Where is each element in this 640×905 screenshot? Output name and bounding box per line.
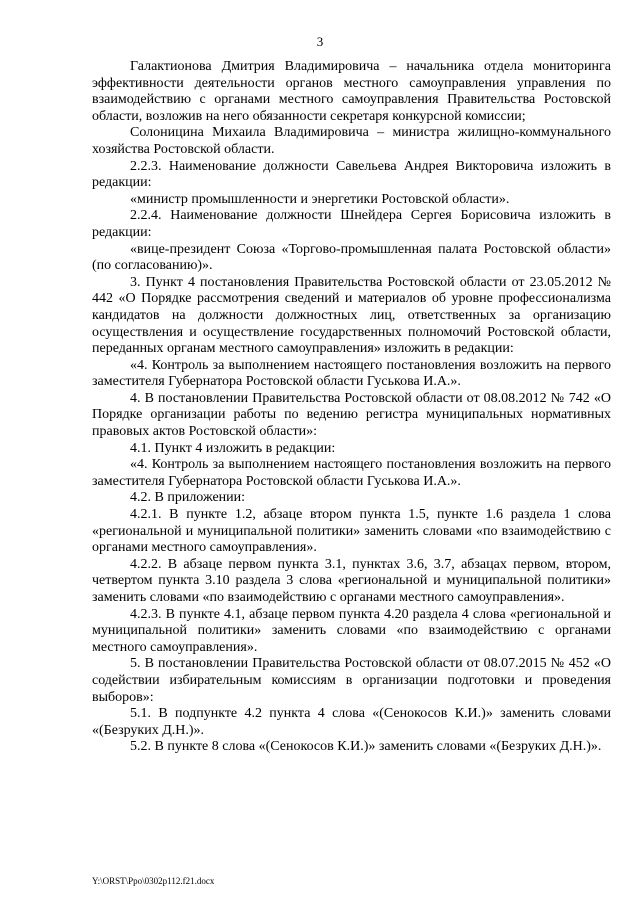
document-body — [92, 59, 611, 756]
paragraph-4-2-1: 4.2.1. В пункте 1.2, абзаце втором пункта 1.5, пункте 1.6 раздела 1 слова «региональной и муниципальной политики» заменить словами «по взаимодействию с органами местного самоуправления». — [92, 507, 611, 556]
paragraph-4-1: 4.1. Пункт 4 изложить в редакции: — [130, 440, 336, 456]
footer-file-path: Y:\ORST\Ppo\0302p112.f21.docx — [92, 876, 215, 886]
paragraph-4-2: 4.2. В приложении: — [130, 490, 246, 506]
paragraph-3: 3. Пункт 4 постановления Правительства Ростовской области от 23.05.2012 № 442 «О Порядке рассмотрения сведений и материалов об уровне профессионализма кандидатов на должности должностных лиц, ответственных за организацию осуществления и осуществление государственных полномочий Ростовской области, переданных органам местного самоуправления» изложить в редакции: — [92, 274, 611, 357]
paragraph-solonitsin: Солоницина Михаила Владимировича – министра жилищно-коммунального хозяйства Ростовской области. — [92, 125, 611, 157]
paragraph-4-1-text: «4. Контроль за выполнением настоящего постановления возложить на первого заместителя Губернатора Ростовской области Гуськова И.А.». — [92, 457, 611, 489]
paragraph-galaktionov: Галактионова Дмитрия Владимировича – начальника отдела мониторинга эффективности деятельности органов местного самоуправления управления по взаимодействию с органами местного самоуправления Правительства Ростовской области, возложив на него обязанности секретаря конкурсной комиссии; — [92, 59, 611, 124]
paragraph-5: 5. В постановлении Правительства Ростовской области от 08.07.2015 № 452 «О содействии избирательным комиссиям в организации подготовки и проведения выборов»: — [92, 656, 611, 705]
paragraph-2-2-3-text: «министр промышленности и энергетики Ростовской области». — [130, 191, 510, 207]
page-number: 3 — [316, 34, 324, 49]
paragraph-2-2-4: 2.2.4. Наименование должности Шнейдера Сергея Борисовича изложить в редакции: — [92, 208, 611, 240]
paragraph-4-2-2: 4.2.2. В абзаце первом пункта 3.1, пунктах 3.6, 3.7, абзацах первом, втором, четвертом пункта 3.10 раздела 3 слова «региональной и муниципальной политики» заменить словами «по взаимодействию с органами местного самоуправления». — [92, 556, 611, 605]
paragraph-3-text: «4. Контроль за выполнением настоящего постановления возложить на первого заместителя Губернатора Ростовской области Гуськова И.А.». — [92, 357, 611, 390]
paragraph-5-2: 5.2. В пункте 8 слова «(Сенокосов К.И.)» заменить словами «(Безруких Д.Н.)». — [130, 739, 602, 755]
paragraph-4: 4. В постановлении Правительства Ростовской области от 08.08.2012 № 742 «О Порядке организации работы по ведению регистра муниципальных нормативных правовых актов Ростовской области»: — [92, 390, 611, 440]
paragraph-4-2-3: 4.2.3. В пункте 4.1, абзаце первом пункта 4.20 раздела 4 слова «региональной и муниципальной политики» заменить словами «по взаимодействию с органами местного самоуправления». — [92, 606, 611, 655]
paragraph-2-2-3: 2.2.3. Наименование должности Савельева Андрея Викторовича изложить в редакции: — [92, 158, 611, 191]
paragraph-5-1: 5.1. В подпункте 4.2 пункта 4 слова «(Сенокосов К.И.)» заменить словами «(Безруких Д.Н.)». — [92, 706, 611, 738]
paragraph-2-2-4-text: «вице-президент Союза «Торгово-промышленная палата Ростовской области» (по согласованию)». — [92, 241, 611, 274]
